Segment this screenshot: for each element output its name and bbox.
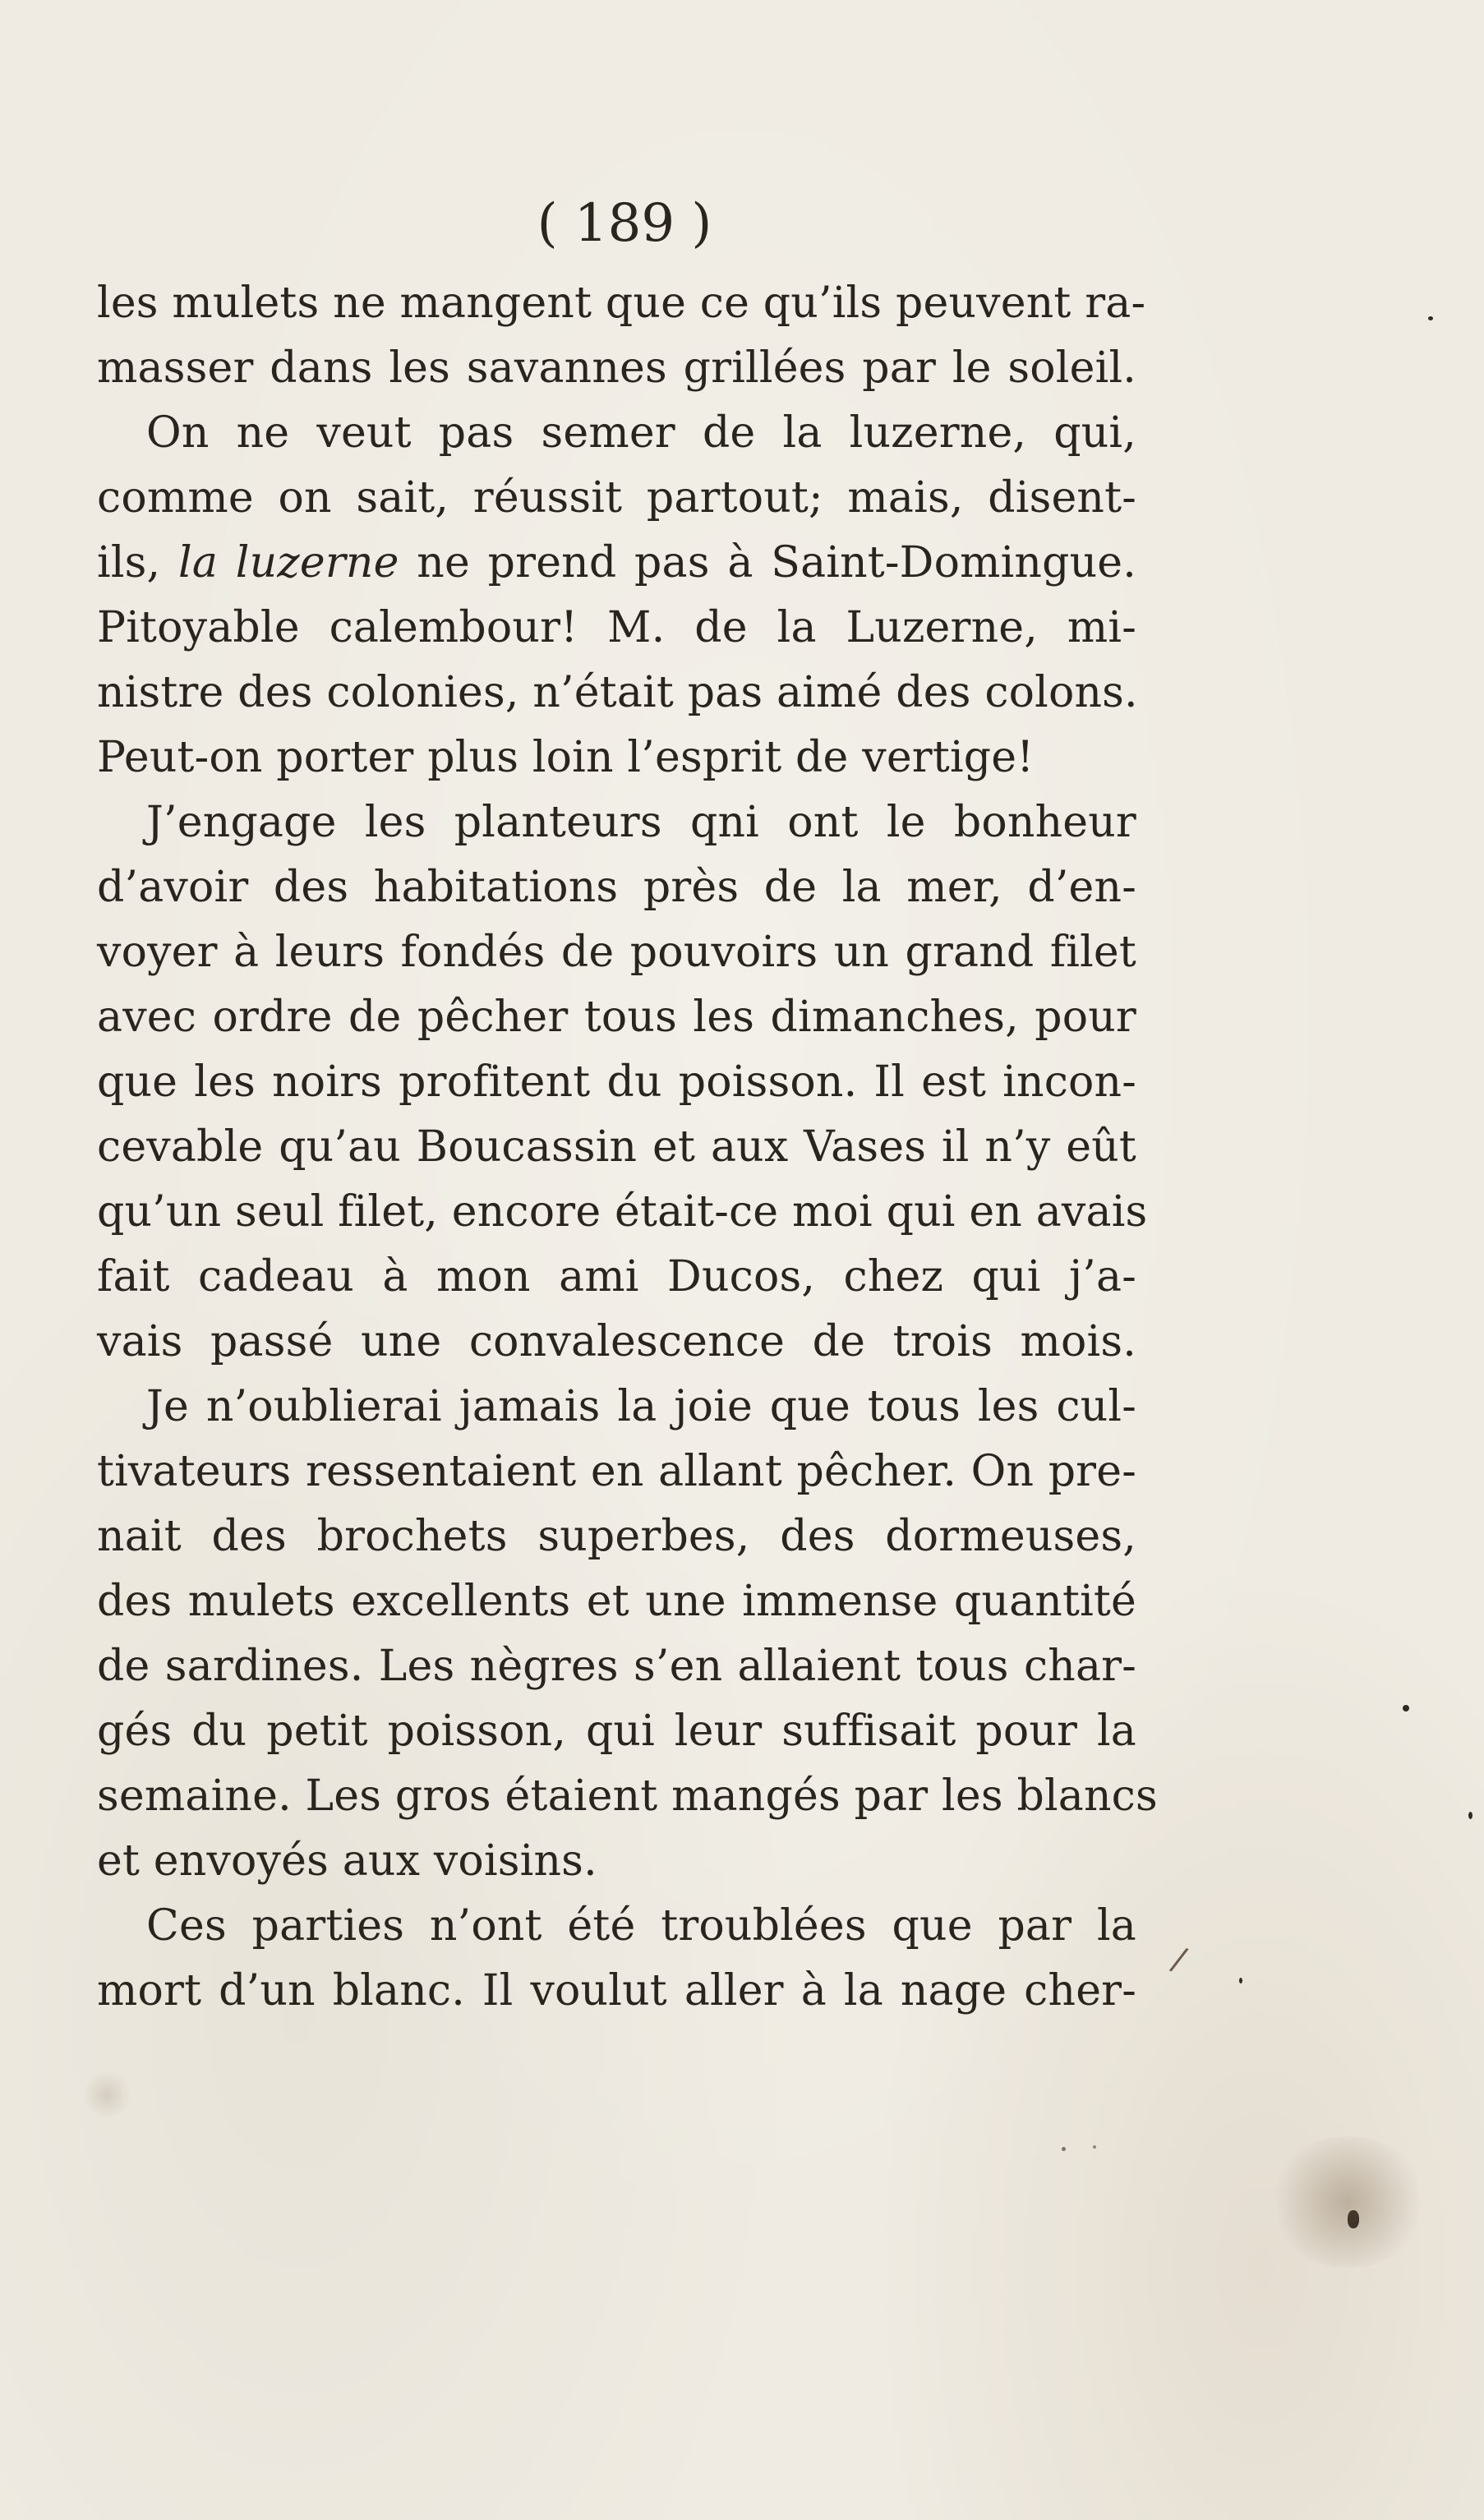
ink-speck	[1239, 1978, 1242, 1983]
text-line: On ne veut pas semer de la luzerne, qui,	[146, 408, 1136, 458]
ink-speck	[1468, 1812, 1472, 1819]
text-line: tivateurs ressentaient en allant pêcher. On pre-	[97, 1447, 1136, 1496]
text-line: avec ordre de pêcher tous les dimanches, pour	[97, 993, 1136, 1042]
text-line: voyer à leurs fondés de pouvoirs un grand filet	[97, 928, 1136, 977]
ink-speck	[1403, 1705, 1409, 1711]
ink-speck	[1093, 2145, 1096, 2149]
text-segment: ils,	[97, 538, 178, 587]
text-line: comme on sait, réussit partout; mais, disent-	[97, 473, 1136, 523]
text-line: J’engage les planteurs qni ont le bonheur	[146, 798, 1136, 847]
stain	[1265, 2136, 1430, 2268]
body-text	[97, 271, 1158, 2024]
text-line: vais passé une convalescence de trois mois.	[97, 1317, 1136, 1366]
ink-speck	[1428, 316, 1433, 320]
text-line: et envoyés aux voisins.	[97, 1836, 597, 1886]
text-line: fait cadeau à mon ami Ducos, chez qui j’a-	[97, 1252, 1136, 1301]
text-line: gés du petit poisson, qui leur suffisait pour la	[97, 1707, 1136, 1756]
text-line: cevable qu’au Boucassin et aux Vases il n’y eût	[97, 1122, 1136, 1172]
text-line: Je n’oublierai jamais la joie que tous les cul-	[146, 1382, 1136, 1431]
italic-text-segment: la luzerne	[178, 538, 399, 587]
text-line: Pitoyable calembour! M. de la Luzerne, mi-	[97, 603, 1136, 652]
pen-mark: /	[1167, 1940, 1191, 1979]
text-line: nait des brochets superbes, des dormeuses,	[97, 1512, 1136, 1561]
text-line: masser dans les savannes grillées par le soleil.	[97, 343, 1136, 393]
stain	[82, 2071, 131, 2120]
text-line: mort d’un blanc. Il voulut aller à la nage cher-	[97, 1966, 1136, 2016]
text-segment: ne prend pas à Saint-Domingue.	[399, 538, 1136, 587]
text-line: les mulets ne mangent que ce qu’ils peuvent ra-	[97, 279, 1146, 328]
ink-speck	[1062, 2147, 1066, 2151]
text-line: qu’un seul filet, encore était-ce moi qui en avais	[97, 1187, 1148, 1237]
text-line: nistre des colonies, n’était pas aimé des colons.	[97, 668, 1138, 717]
text-line: semaine. Les gros étaient mangés par les blancs	[97, 1771, 1158, 1821]
text-line: d’avoir des habitations près de la mer, d’en-	[97, 863, 1136, 912]
text-line: de sardines. Les nègres s’en allaient tous char-	[97, 1642, 1136, 1691]
text-line-with-italic	[97, 531, 1136, 596]
text-line: Peut-on porter plus loin l’esprit de vertige!	[97, 733, 1035, 782]
text-line: Ces parties n’ont été troublées que par la	[146, 1901, 1136, 1951]
text-line: des mulets excellents et une immense quantité	[97, 1577, 1136, 1626]
page-number-header: ( 189 )	[537, 193, 712, 254]
text-line: que les noirs profitent du poisson. Il est incon-	[97, 1057, 1136, 1107]
